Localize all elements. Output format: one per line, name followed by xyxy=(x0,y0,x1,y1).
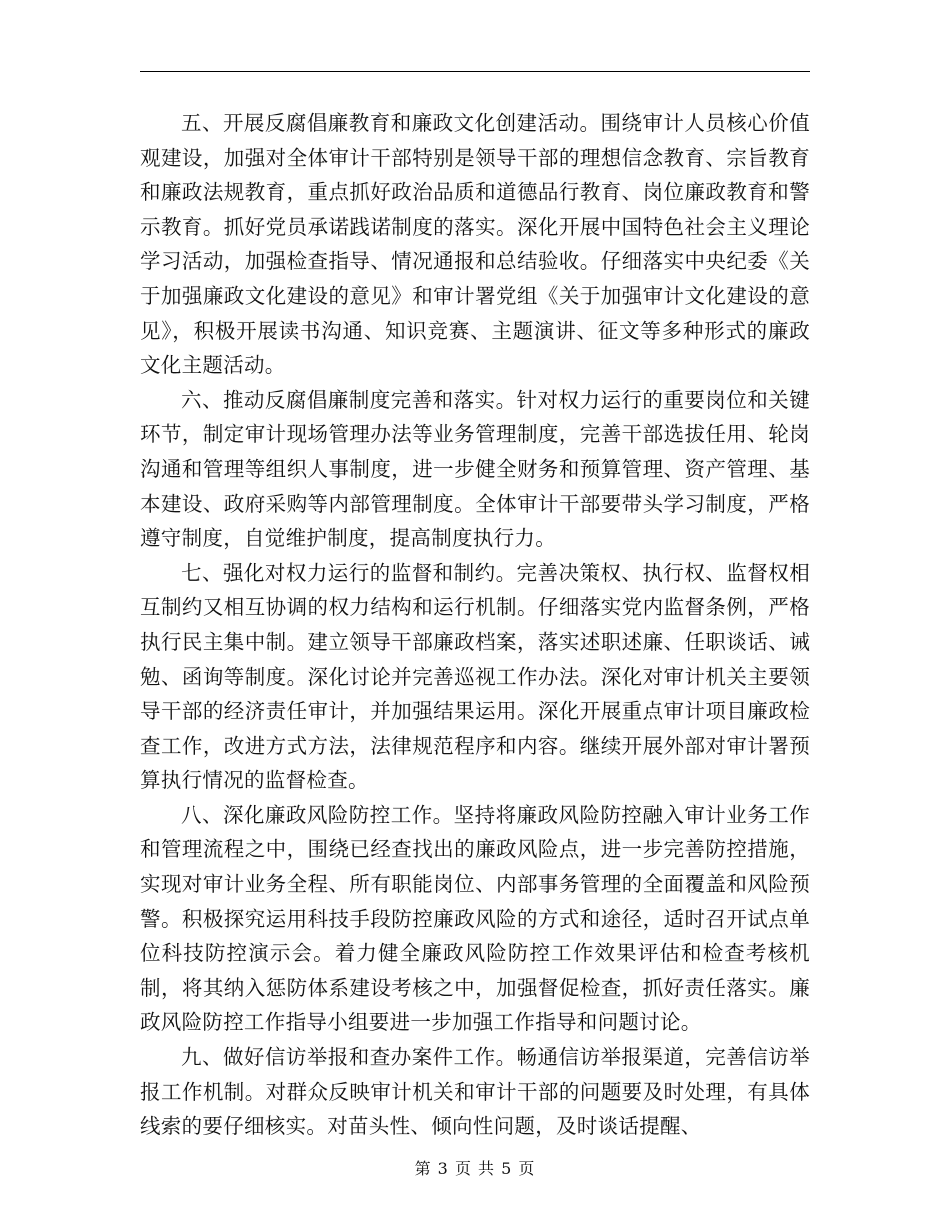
paragraph-5: 五、开展反腐倡廉教育和廉政文化创建活动。围绕审计人员核心价值观建设，加强对全体审计干部特别是领导干部的理想信念教育、宗旨教育和廉政法规教育，重点抓好政治品质和道德品行教育、岗位廉政教育和警示教育。抓好党员承诺践诺制度的落实。深化开展中国特色社会主义理论学习活动，加强检查指导、情况通报和总结验收。仔细落实中央纪委《关于加强廉政文化建设的意见》和审计署党组《关于加强审计文化建设的意见》，积极开展读书沟通、知识竞赛、主题演讲、征文等多种形式的廉政文化主题活动。 xyxy=(140,111,810,378)
page-number: 第 3 页 共 5 页 xyxy=(414,1159,536,1178)
document-body xyxy=(140,106,810,1144)
page-footer xyxy=(0,1156,950,1179)
paragraph-7: 七、强化对权力运行的监督和制约。完善决策权、执行权、监督权相互制约又相互协调的权力结构和运行机制。仔细落实党内监督条例，严格执行民主集中制。建立领导干部廉政档案，落实述职述廉、任职谈话、诫勉、函询等制度。深化讨论并完善巡视工作办法。深化对审计机关主要领导干部的经济责任审计，并加强结果运用。深化开展重点审计项目廉政检查工作，改进方式方法，法律规范程序和内容。继续开展外部对审计署预算执行情况的监督检查。 xyxy=(140,560,810,793)
paragraph-8: 八、深化廉政风险防控工作。坚持将廉政风险防控融入审计业务工作和管理流程之中，围绕已经查找出的廉政风险点，进一步完善防控措施，实现对审计业务全程、所有职能岗位、内部事务管理的全面覆盖和风险预警。积极探究运用科技手段防控廉政风险的方式和途径，适时召开试点单位科技防控演示会。着力健全廉政风险防控工作效果评估和检查考核机制，将其纳入惩防体系建设考核之中，加强督促检查，抓好责任落实。廉政风险防控工作指导小组要进一步加强工作指导和问题讨论。 xyxy=(140,802,810,1035)
header-rule xyxy=(140,71,810,72)
paragraph-9: 九、做好信访举报和查办案件工作。畅通信访举报渠道，完善信访举报工作机制。对群众反映审计机关和审计干部的问题要及时处理，有具体线索的要仔细核实。对苗头性、倾向性问题，及时谈话提醒、 xyxy=(140,1045,810,1139)
paragraph-6: 六、推动反腐倡廉制度完善和落实。针对权力运行的重要岗位和关键环节，制定审计现场管理办法等业务管理制度，完善干部选拔任用、轮岗沟通和管理等组织人事制度，进一步健全财务和预算管理、资产管理、基本建设、政府采购等内部管理制度。全体审计干部要带头学习制度，严格遵守制度，自觉维护制度，提高制度执行力。 xyxy=(140,387,810,551)
